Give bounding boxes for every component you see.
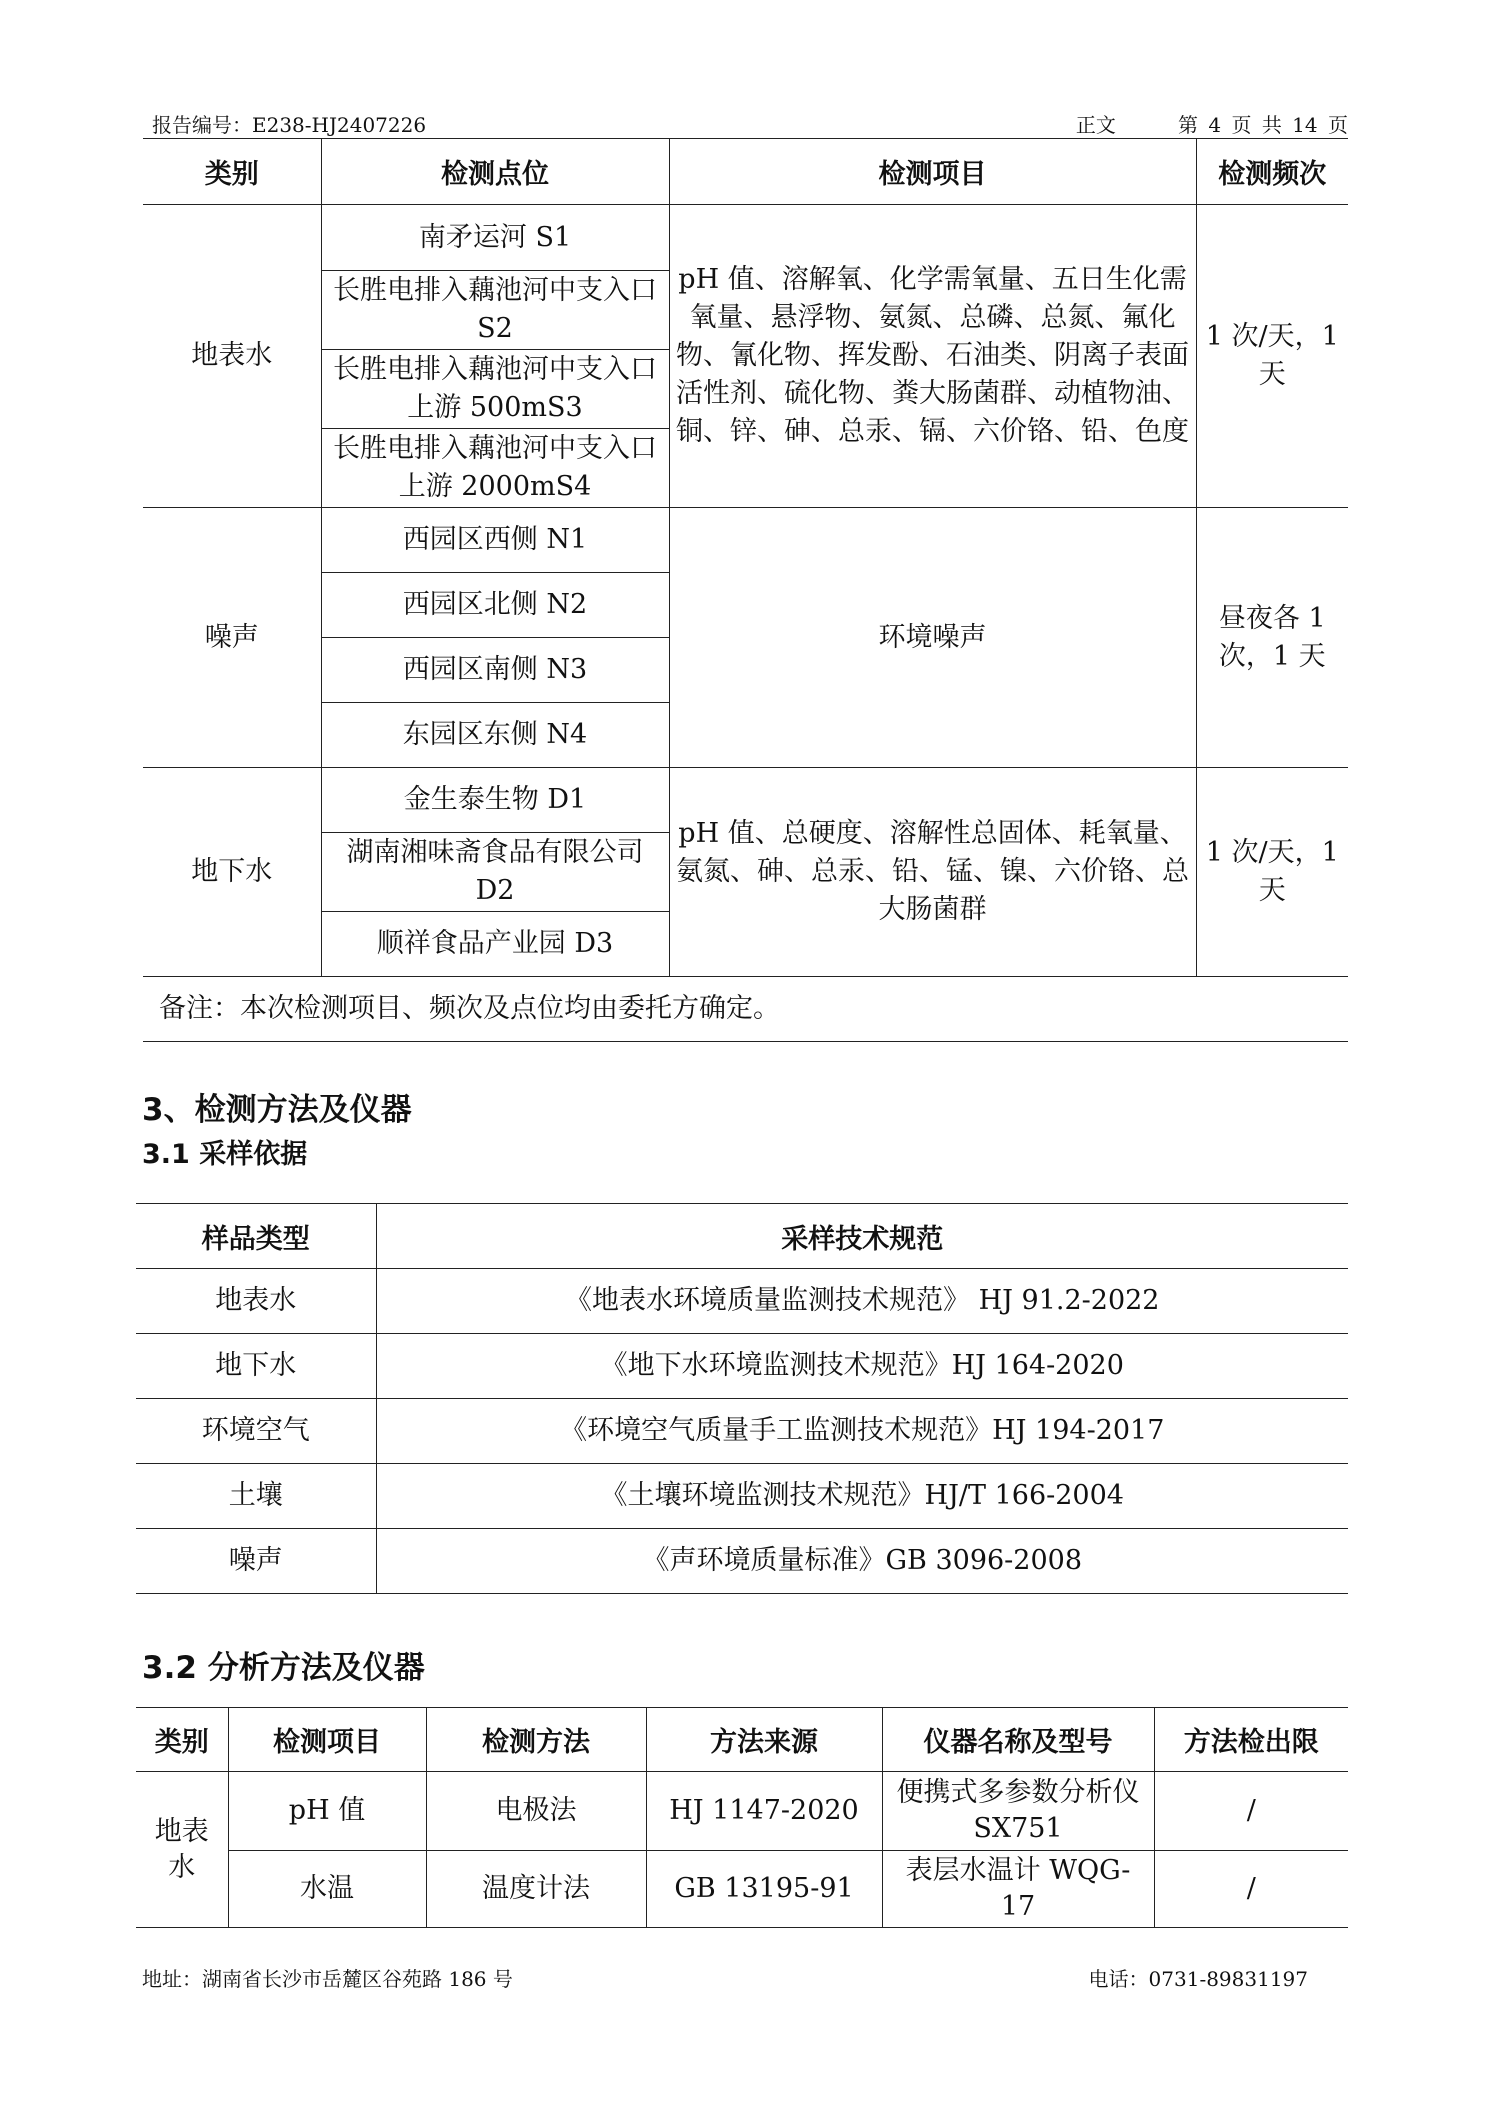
item-cell: 水温 — [228, 1851, 426, 1928]
standard-cell: 《环境空气质量手工监测技术规范》HJ 194-2017 — [376, 1399, 1348, 1464]
footer-address: 地址：湖南省长沙市岳麓区谷苑路 186 号 — [142, 1967, 513, 1991]
header-method: 检测方法 — [426, 1708, 646, 1772]
analysis-methods-table — [136, 1707, 1348, 1928]
header-item: 检测项目 — [228, 1708, 426, 1772]
instrument-cell: 便携式多参数分析仪 SX751 — [882, 1772, 1154, 1851]
subsection-title: 3.1 采样依据 — [142, 1139, 308, 1170]
frequency-cell: 1 次/天，1 天 — [1196, 205, 1348, 508]
section-title: 3、检测方法及仪器 — [142, 1092, 412, 1128]
header-source: 方法来源 — [646, 1708, 882, 1772]
point-cell: 西园区南侧 N3 — [321, 638, 669, 703]
report-number: 报告编号：E238-HJ2407226 — [152, 113, 427, 137]
detection-limit-cell: / — [1154, 1851, 1348, 1928]
point-cell: 西园区北侧 N2 — [321, 573, 669, 638]
detection-limit-cell: / — [1154, 1772, 1348, 1851]
category-cell: 地表水 — [136, 1772, 228, 1928]
items-cell: 环境噪声 — [669, 508, 1196, 768]
header-category: 类别 — [136, 1708, 228, 1772]
items-cell: pH 值、溶解氧、化学需氧量、五日生化需氧量、悬浮物、氨氮、总磷、总氮、氟化物、氰化物、挥发酚、石油类、阴离子表面活性剂、硫化物、粪大肠菌群、动植物油、铜、锌、砷、总汞、镉、六价铬、铅、色度 — [669, 205, 1196, 508]
category-cell: 噪声 — [143, 508, 321, 768]
footer-phone: 电话：0731-89831197 — [1088, 1967, 1308, 1991]
page-info — [1076, 109, 1348, 138]
header-standard: 采样技术规范 — [376, 1204, 1348, 1269]
header-point: 检测点位 — [321, 139, 669, 205]
method-cell: 温度计法 — [426, 1851, 646, 1928]
sample-type-cell: 地表水 — [136, 1269, 376, 1334]
sampling-standards-table — [136, 1203, 1348, 1594]
standard-cell: 《地下水环境监测技术规范》HJ 164-2020 — [376, 1334, 1348, 1399]
point-cell: 湖南湘味斋食品有限公司 D2 — [321, 833, 669, 912]
sample-type-cell: 环境空气 — [136, 1399, 376, 1464]
sample-type-cell: 噪声 — [136, 1529, 376, 1594]
monitoring-points-table — [143, 138, 1348, 1042]
point-cell: 金生泰生物 D1 — [321, 768, 669, 833]
method-cell: 电极法 — [426, 1772, 646, 1851]
point-cell: 顺祥食品产业园 D3 — [321, 912, 669, 977]
instrument-cell: 表层水温计 WQG-17 — [882, 1851, 1154, 1928]
header-category: 类别 — [143, 139, 321, 205]
header-detection-limit: 方法检出限 — [1154, 1708, 1348, 1772]
frequency-cell: 昼夜各 1 次，1 天 — [1196, 508, 1348, 768]
header-frequency: 检测频次 — [1196, 139, 1348, 205]
items-cell: pH 值、总硬度、溶解性总固体、耗氧量、氨氮、砷、总汞、铅、锰、镍、六价铬、总大肠菌群 — [669, 768, 1196, 977]
sample-type-cell: 土壤 — [136, 1464, 376, 1529]
header-sample-type: 样品类型 — [136, 1204, 376, 1269]
frequency-cell: 1 次/天，1 天 — [1196, 768, 1348, 977]
category-cell: 地下水 — [143, 768, 321, 977]
category-cell: 地表水 — [143, 205, 321, 508]
standard-cell: 《地表水环境质量监测技术规范》 HJ 91.2-2022 — [376, 1269, 1348, 1334]
section-label: 正文 — [1075, 113, 1116, 137]
point-cell: 长胜电排入藕池河中支入口上游 2000mS4 — [321, 429, 669, 508]
source-cell: HJ 1147-2020 — [646, 1772, 882, 1851]
remark-note: 备注：本次检测项目、频次及点位均由委托方确定。 — [143, 977, 1348, 1042]
page-number: 第 4 页 共 14 页 — [1178, 113, 1348, 137]
item-cell: pH 值 — [228, 1772, 426, 1851]
standard-cell: 《声环境质量标准》GB 3096-2008 — [376, 1529, 1348, 1594]
point-cell: 长胜电排入藕池河中支入口 S2 — [321, 271, 669, 350]
subsection-title: 3.2 分析方法及仪器 — [142, 1650, 425, 1686]
point-cell: 南矛运河 S1 — [321, 205, 669, 271]
source-cell: GB 13195-91 — [646, 1851, 882, 1928]
header-instrument: 仪器名称及型号 — [882, 1708, 1154, 1772]
standard-cell: 《土壤环境监测技术规范》HJ/T 166-2004 — [376, 1464, 1348, 1529]
point-cell: 西园区西侧 N1 — [321, 508, 669, 573]
header-item: 检测项目 — [669, 139, 1196, 205]
point-cell: 长胜电排入藕池河中支入口上游 500mS3 — [321, 350, 669, 429]
sample-type-cell: 地下水 — [136, 1334, 376, 1399]
point-cell: 东园区东侧 N4 — [321, 703, 669, 768]
